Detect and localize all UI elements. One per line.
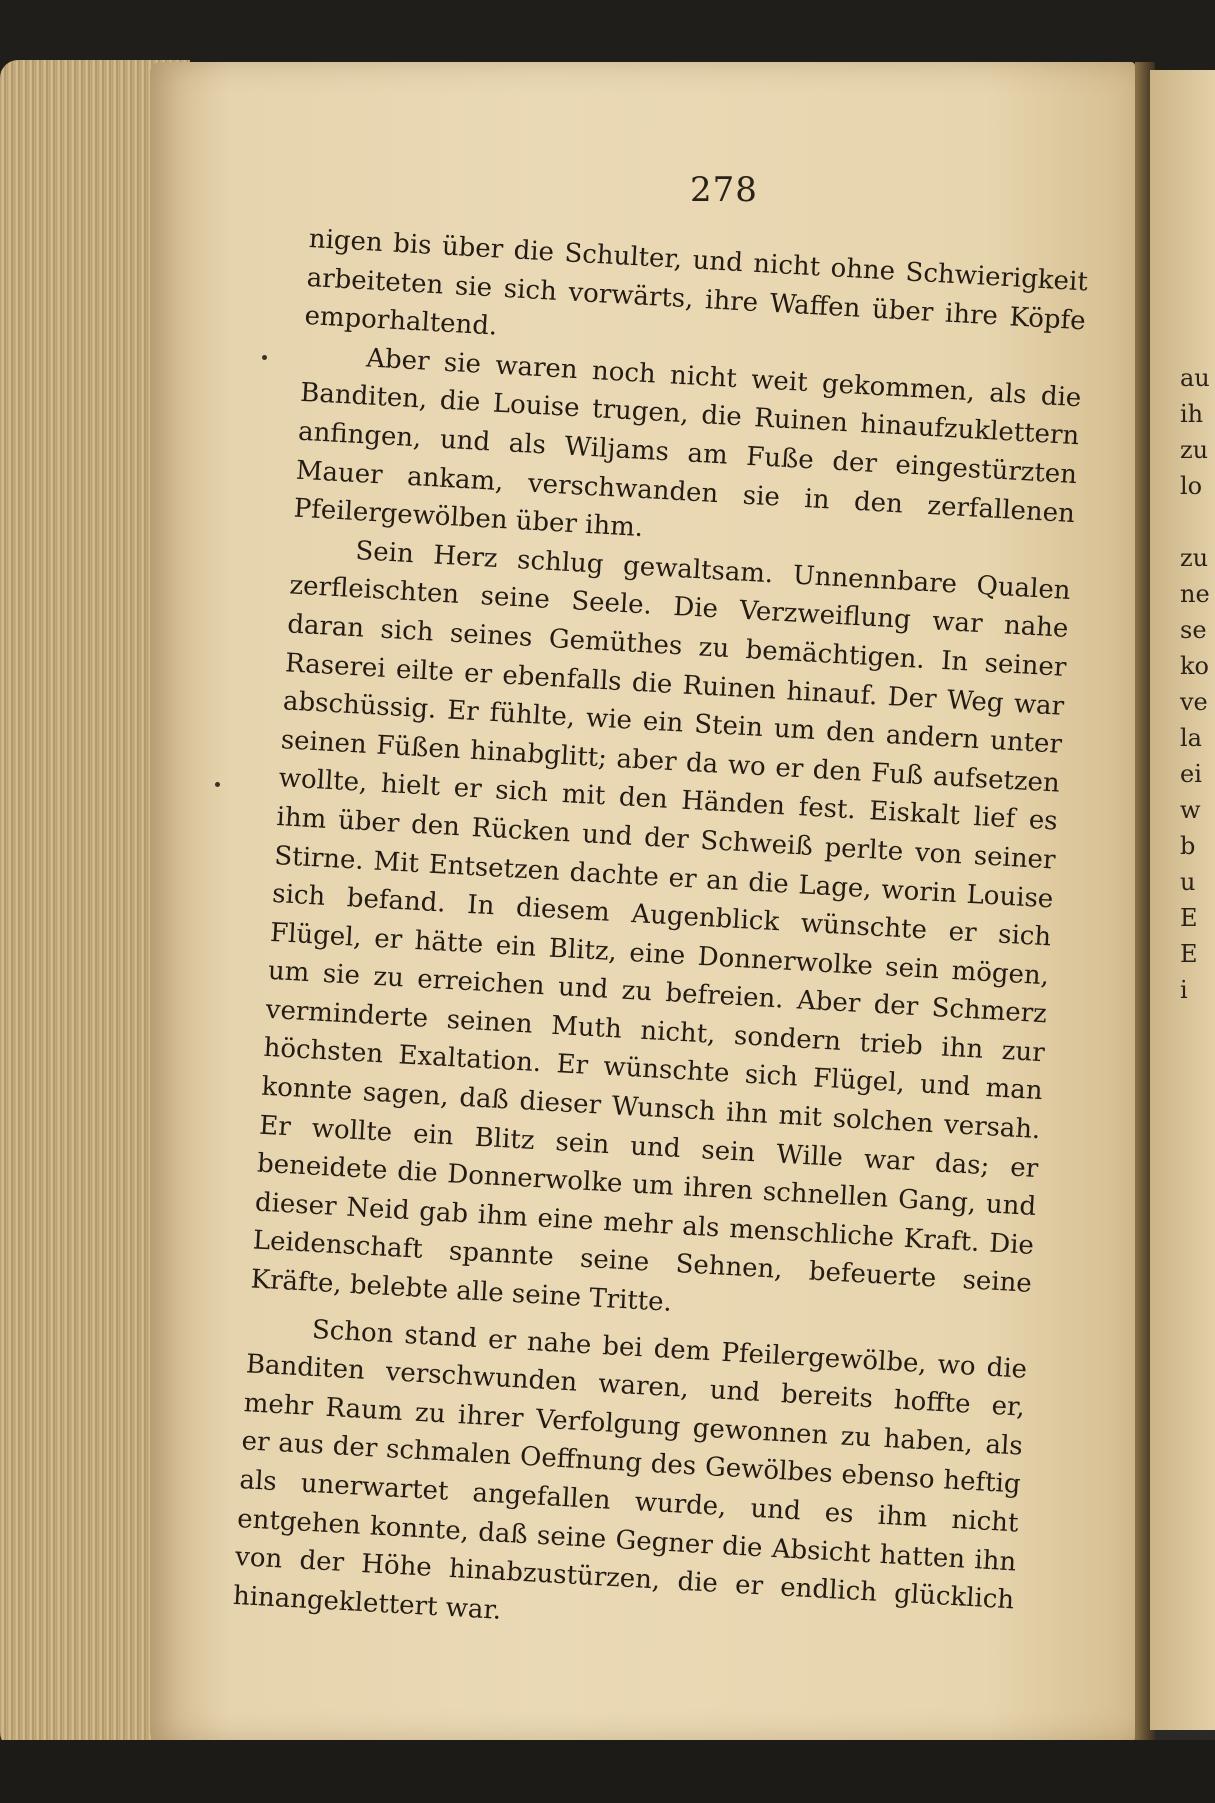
facing-page <box>1150 70 1215 1730</box>
facing-page-text: au ih zu lo zu ne se ko ve la ei w b u E E i <box>1180 364 1210 1004</box>
paragraph: Schon stand er nahe bei dem Pfeilergewölbe, wo die Banditen verschwunden waren, und bereits hoffte er, mehr Raum zu ihrer Verfolgung gewonnen zu haben, als er aus der schmalen Oeffnung des Gewölbes ebenso heftig als unerwartet angefallen wurde, und es ihm nicht entgehen konnte, daß seine Gegner die Absicht hatten ihn von der Höhe hinabzustürzen, die er endlich glücklich hinangeklettert war. <box>232 1314 1028 1626</box>
paragraph: Sein Herz schlug gewaltsam. Unnennbare Qualen zerfleischten seine Seele. Die Verzweiflung war nahe daran sich seines Gemüthes zu bemächtigen. In seiner Raserei eilte er ebenfalls die Ruinen hinauf. Der Weg war abschüssig. Er fühlte, wie ein Stein um den andern unter seinen Füßen hinabglitt; aber da wo er den Fuß aufsetzen wollte, hielt er sich mit den Händen fest. Eiskalt lief es ihm über den Rücken und der Schweiß perlte von seiner Stirne. Mit Entsetzen dachte er an die Lage, worin Louise sich befand. In diesem Augenblick wünschte er sich Flügel, er hätte ein Blitz, eine Donnerwolke sein mögen, um sie zu erreichen und zu befreien. Aber der Schmerz verminderte seinen Muth nicht, sondern trieb ihn zur höchsten Exaltation. Er wünschte sich Flügel, und man konnte sagen, daß dieser Wunsch ihn mit solchen versah. Er wollte ein Blitz sein und sein Wille war das; er beneidete die Donnerwolke um ihren schnellen Gang, und dieser Neid gab ihm eine mehr als menschliche Kraft. Die Leidenschaft spannte seine Sehnen, befeuerte seine Kräfte, belebte alle seine Tritte. <box>249 535 1072 1318</box>
paragraph: nigen bis über die Schulter, und nicht ohne Schwierigkeit arbeiteten sie sich vorwärts, ihre Waffen über ihre Köpfe emporhaltend. <box>303 223 1089 342</box>
background-bottom <box>0 1740 1215 1803</box>
body-text <box>232 220 1089 1659</box>
margin-mark <box>215 782 220 787</box>
page-number: 278 <box>690 170 758 210</box>
margin-mark <box>262 355 267 360</box>
paragraph: Aber sie waren noch nicht weit gekommen, als die Banditen, die Louise trugen, die Ruinen hinaufzuklettern anfingen, und als Wiljams am Fuße der eingestürzten Mauer ankam, verschwanden sie in den zerfallenen Pfeilergewölben über ihm. <box>293 343 1083 544</box>
